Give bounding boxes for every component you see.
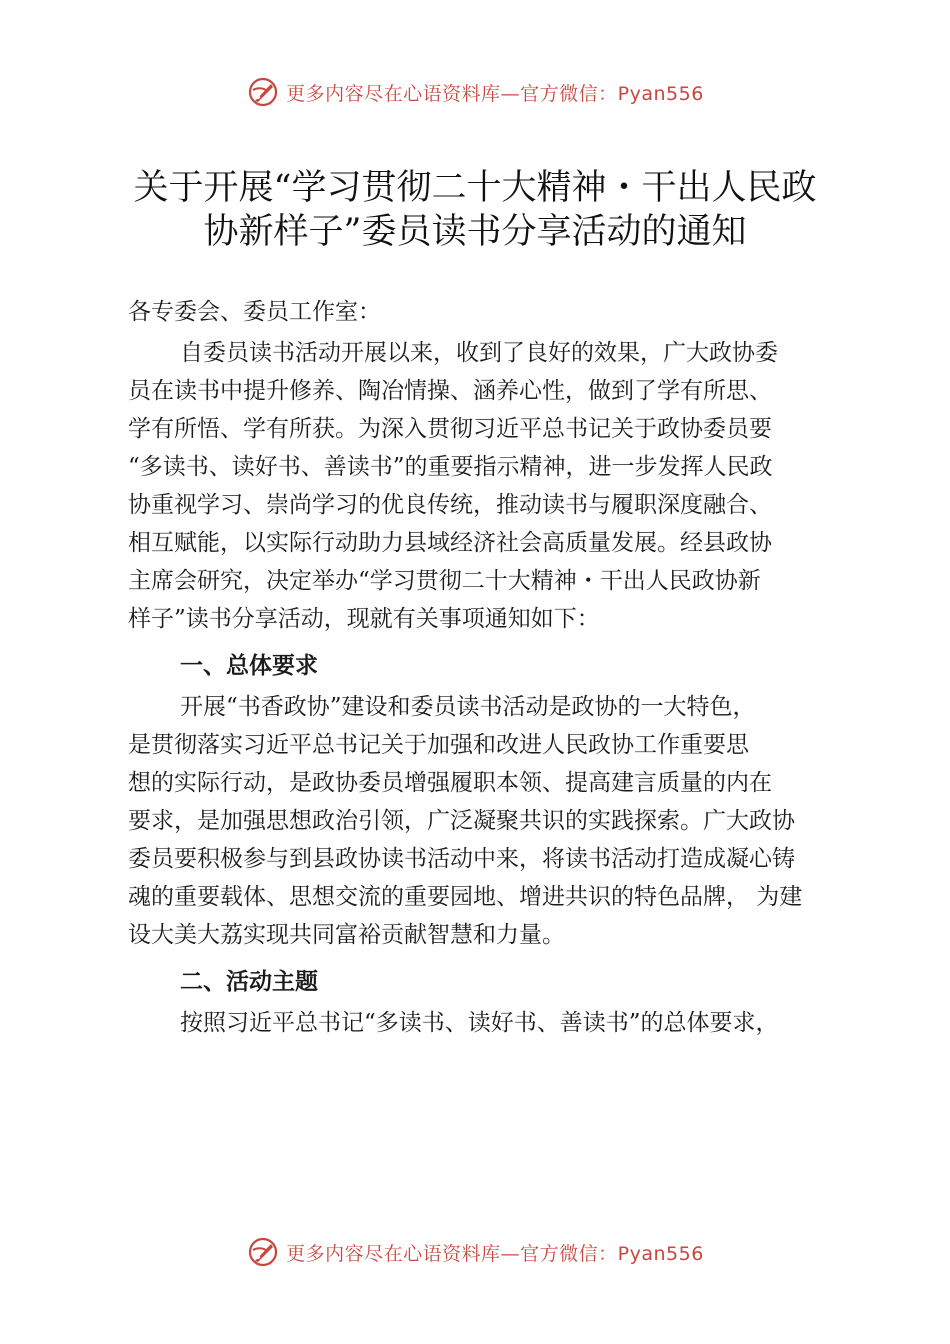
salutation: 各专委会、委员工作室： (128, 299, 381, 325)
text-line: 自委员读书活动开展以来，收到了良好的效果，广大政协委 (180, 340, 778, 366)
text-line: 是贯彻落实习近平总书记关于加强和改进人民政协工作重要思 (128, 732, 749, 758)
watermark-text: 更多内容尽在心语资料库—官方微信：Pyan556 (286, 1242, 704, 1265)
title-line: 关于开展“学习贯彻二十大精神・干出人民政 (133, 168, 817, 208)
text-line: 设大美大荔实现共同富裕贡献智慧和力量。 (128, 922, 565, 948)
quill-logo-icon (246, 1235, 280, 1269)
section-heading: 一、总体要求 (180, 653, 318, 679)
text-line: 按照习近平总书记“多读书、读好书、善读书”的总体要求， (180, 1010, 779, 1036)
text-line: 魂的重要载体、思想交流的重要园地、增进共识的特色品牌， 为建 (128, 884, 803, 910)
text-line: 员在读书中提升修养、陶冶情操、涵养心性，做到了学有所思、 (128, 378, 772, 404)
quill-logo-icon (246, 75, 280, 109)
document-title (100, 166, 850, 254)
text-line: 要求，是加强思想政治引领，广泛凝聚共识的实践探索。广大政协 (128, 808, 795, 834)
watermark-text: 更多内容尽在心语资料库—官方微信：Pyan556 (286, 82, 704, 105)
title-line: 协新样子”委员读书分享活动的通知 (203, 212, 747, 252)
intro-paragraph (128, 334, 838, 638)
text-line: 开展“书香政协”建设和委员读书活动是政协的一大特色， (180, 694, 756, 720)
text-line: 协重视学习、崇尚学习的优良传统，推动读书与履职深度融合、 (128, 492, 772, 518)
section-paragraph (128, 1004, 838, 1042)
text-line: 委员要积极参与到县政协读书活动中来，将读书活动打造成凝心铸 (128, 846, 795, 872)
text-line: 样子”读书分享活动，现就有关事项通知如下： (128, 606, 600, 632)
text-line: 学有所悟、学有所获。为深入贯彻习近平总书记关于政协委员要 (128, 416, 772, 442)
text-line: 相互赋能，以实际行动助力县域经济社会高质量发展。经县政协 (128, 530, 772, 556)
section-paragraph (128, 688, 838, 954)
text-line: 主席会研究，决定举办“学习贯彻二十大精神・干出人民政协新 (128, 568, 761, 594)
document-body (128, 294, 838, 1042)
watermark-header (0, 72, 950, 112)
section-heading: 二、活动主题 (180, 969, 318, 995)
watermark-footer (0, 1232, 950, 1272)
text-line: 想的实际行动，是政协委员增强履职本领、提高建言质量的内在 (128, 770, 772, 796)
text-line: “多读书、读好书、善读书”的重要指示精神，进一步发挥人民政 (128, 454, 773, 480)
